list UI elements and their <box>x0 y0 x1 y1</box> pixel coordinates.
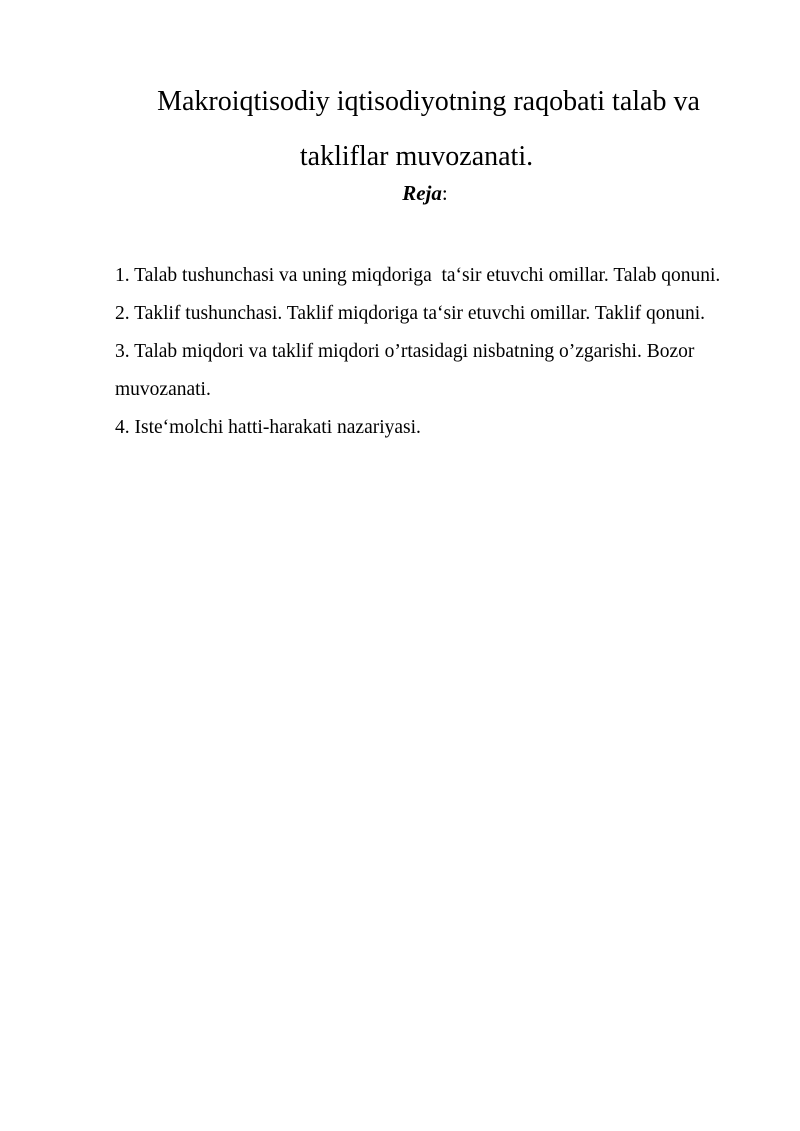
plan-heading <box>0 177 800 209</box>
plan-heading-colon: : <box>441 181 448 205</box>
plan-item-3: 3. Talab miqdori va taklif miqdori o’rtasidagi nisbatning o’zgarishi. Bozor muvozanati. <box>115 341 700 400</box>
plan-item-1: 1. Talab tushunchasi va uning miqdoriga ta‘sir etuvchi omillar. Talab qonuni. <box>115 265 721 286</box>
plan-list <box>115 257 725 447</box>
document-title-text: Makroiqtisodiy iqtisodiyotning raqobati talab va takliflar muvozanati. <box>157 86 700 172</box>
plan-item-4: 4. Iste‘molchi hatti-harakati nazariyasi. <box>115 417 421 438</box>
document-title <box>115 74 718 184</box>
plan-heading-word: Reja <box>402 181 442 205</box>
plan-item-2: 2. Taklif tushunchasi. Taklif miqdoriga ta‘sir etuvchi omillar. Taklif qonuni. <box>115 303 706 324</box>
